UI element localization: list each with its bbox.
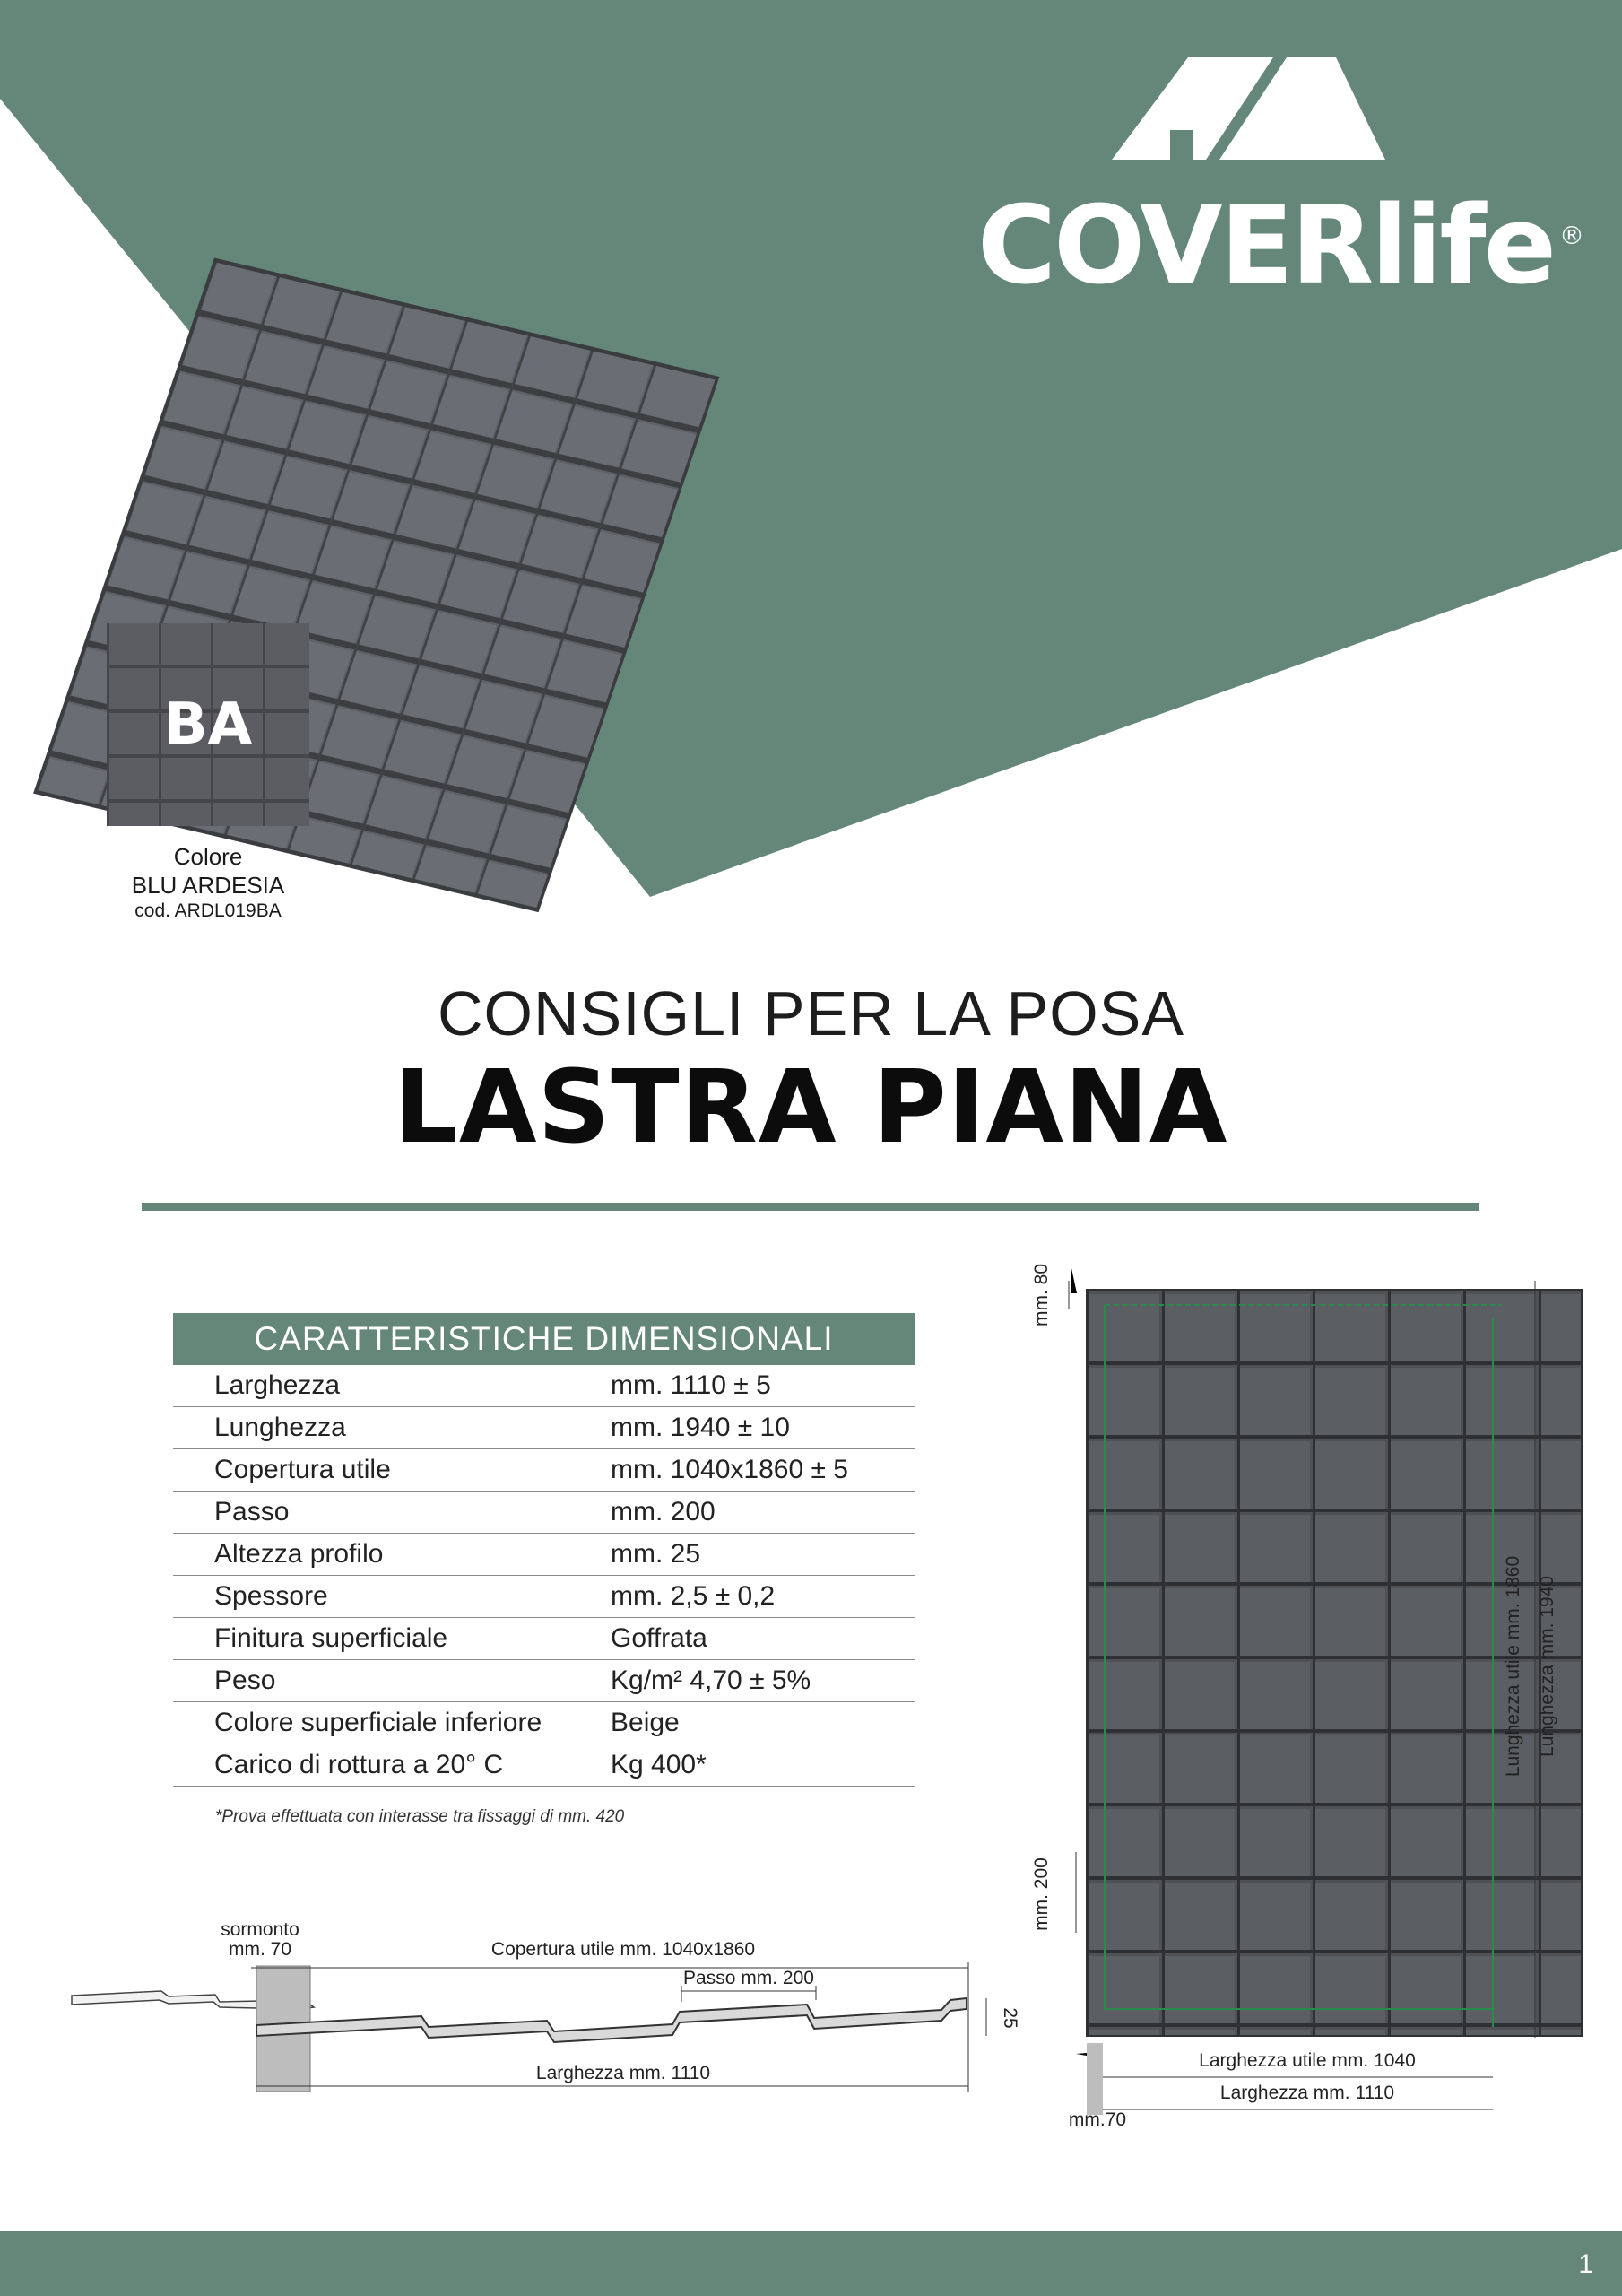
spec-value: Kg 400* <box>611 1744 915 1787</box>
spec-label: Carico di rottura a 20° C <box>173 1744 611 1787</box>
sheet-profile <box>256 1998 967 2042</box>
spec-label: Colore superficiale inferiore <box>173 1702 611 1744</box>
spec-value: mm. 1940 ± 10 <box>611 1407 915 1449</box>
table-row <box>173 1744 915 1787</box>
spec-value: mm. 200 <box>611 1492 915 1534</box>
useful-length-label: Lunghezza utile mm. 1860 <box>1503 1555 1523 1778</box>
spec-value: Kg/m² 4,70 ± 5% <box>611 1660 915 1702</box>
table-row <box>173 1407 915 1449</box>
page-number: 1 <box>1578 2249 1593 2279</box>
spec-label: Passo <box>173 1492 611 1534</box>
table-row <box>173 1534 915 1576</box>
spec-table-header: CARATTERISTICHE DIMENSIONALI <box>173 1313 915 1365</box>
spec-label: Spessore <box>173 1576 611 1618</box>
footer-bar <box>0 2231 1622 2296</box>
spec-table <box>173 1313 915 1787</box>
spec-value: Goffrata <box>611 1618 915 1660</box>
width-label: Larghezza mm. 1110 <box>535 2063 711 2083</box>
top-overlap-label: mm. 80 <box>1031 1263 1052 1327</box>
table-row <box>173 1660 915 1702</box>
height-label: 25 <box>1000 2007 1020 2029</box>
overlap-value: mm. 70 <box>228 1939 292 1960</box>
page-title: LASTRA PIANA <box>394 1049 1228 1166</box>
spec-value: mm. 2,5 ± 0,2 <box>611 1576 915 1618</box>
swatch-code: BA <box>163 691 253 758</box>
sheet-plan-drawing <box>1004 1256 1578 2144</box>
pitch-label: Passo mm. 200 <box>683 1968 814 1988</box>
spec-value: mm. 1110 ± 5 <box>611 1365 915 1407</box>
table-row <box>173 1702 915 1744</box>
spec-label: Finitura superficiale <box>173 1618 611 1660</box>
brand-logo: COVERlife ® <box>977 184 1584 309</box>
useful-width-label: Larghezza utile mm. 1040 <box>1199 2050 1416 2071</box>
spec-value: Beige <box>611 1702 915 1744</box>
swatch-product-code: cod. ARDL019BA <box>134 900 282 921</box>
table-row <box>173 1576 915 1618</box>
table-row <box>173 1449 915 1492</box>
color-swatch <box>107 623 309 826</box>
page-subtitle: CONSIGLI PER LA POSA <box>437 978 1185 1048</box>
table-row <box>173 1365 915 1407</box>
swatch-label: Colore <box>173 843 243 870</box>
registered-mark: ® <box>1558 221 1584 250</box>
spec-value: mm. 25 <box>611 1534 915 1576</box>
spec-label: Peso <box>173 1660 611 1702</box>
coverage-label: Copertura utile mm. 1040x1860 <box>490 1939 756 1960</box>
table-row <box>173 1618 915 1660</box>
table-row <box>173 1492 915 1534</box>
swatch-color-name: BLU ARDESIA <box>131 872 285 899</box>
spec-label: Larghezza <box>173 1365 611 1407</box>
plan-pitch-label: mm. 200 <box>1031 1857 1052 1931</box>
title-divider <box>142 1203 1479 1211</box>
overlap-label: sormonto <box>221 1919 299 1940</box>
cross-section-drawing <box>63 1919 1020 2117</box>
spec-value: mm. 1040x1860 ± 5 <box>611 1449 915 1492</box>
spec-label: Lunghezza <box>173 1407 611 1449</box>
plan-width-label: Larghezza mm. 1110 <box>1219 2083 1395 2103</box>
side-overlap-label: mm.70 <box>1068 2109 1127 2130</box>
spec-label: Copertura utile <box>173 1449 611 1492</box>
spec-label: Altezza profilo <box>173 1534 611 1576</box>
length-label: Lunghezza mm. 1940 <box>1537 1576 1557 1757</box>
spec-footnote: *Prova effettuata con interasse tra fissaggi di mm. 420 <box>215 1807 625 1826</box>
